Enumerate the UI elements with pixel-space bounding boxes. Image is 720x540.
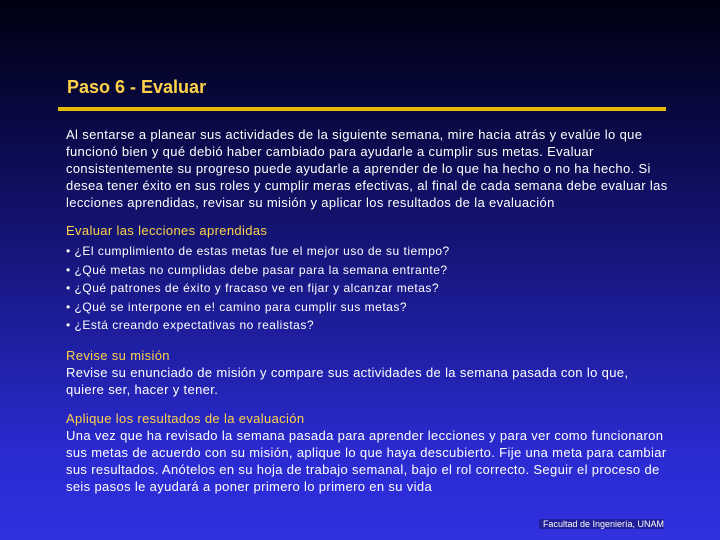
intro-paragraph: Al sentarse a planear sus actividades de la siguiente semana, mire hacia atrás y evalúe lo que funcionó bien y qué debió haber cambiado para ayudarle a cumplir sus metas. Evaluar consistentemente su progreso puede ayudarle a aprender de lo que ha hecho o no ha hecho. Si desea tener éxito en sus roles y cumplir meras efectivas, al final de cada semana debe evaluar las lecciones aprendidas, revisar su misión y aplicar los resultados de la evaluación — [66, 127, 668, 210]
list-item: • ¿Qué patrones de éxito y fracaso ve en fijar y alcanzar metas? — [66, 279, 670, 298]
title-underline — [58, 107, 666, 111]
apply-heading: Aplique los resultados de la evaluación — [66, 410, 305, 426]
lessons-list — [66, 242, 670, 335]
mission-paragraph: Revise su enunciado de misión y compare sus actividades de la semana pasada con lo que, quiere ser, hacer y tener. — [66, 364, 629, 397]
list-item: • ¿Qué se interpone en e! camino para cumplir sus metas? — [66, 298, 670, 317]
footer-credit: Facultad de Ingeniería, UNAM — [539, 519, 664, 529]
list-item: • ¿El cumplimiento de estas metas fue el mejor uso de su tiempo? — [66, 242, 670, 261]
slide-body — [66, 126, 670, 495]
apply-paragraph: Una vez que ha revisado la semana pasada para aprender lecciones y para ver como funcionaron sus metas de acuerdo con su misión, aplique lo que haya descubierto. Fije una meta para cambiar sus resultados. Anótelos en su hoja de trabajo semanal, bajo el rol correcto. Seguir el proceso de seis pasos le ayudará a poner primero lo primero en su vida — [66, 427, 667, 494]
list-item: • ¿Qué metas no cumplidas debe pasar para la semana entrante? — [66, 261, 670, 280]
mission-heading: Revise su misión — [66, 347, 170, 363]
slide-title: Paso 6 - Evaluar — [67, 77, 207, 97]
list-item: • ¿Está creando expectativas no realistas? — [66, 316, 670, 335]
lessons-heading: Evaluar las lecciones aprendidas — [66, 223, 268, 238]
